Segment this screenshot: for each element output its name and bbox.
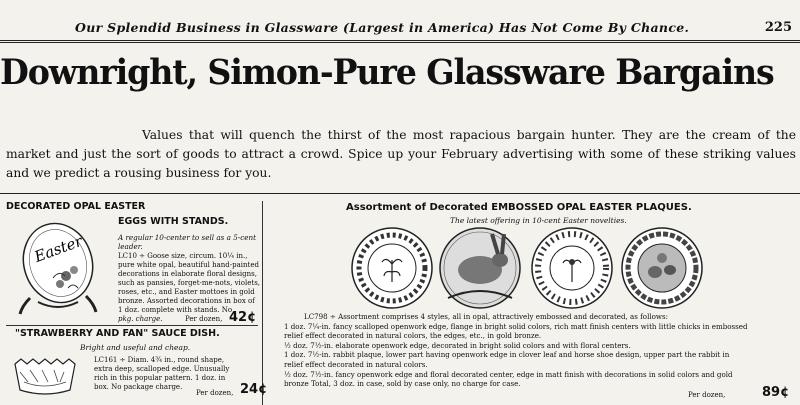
plaques-desc-line: relief effect decorated in natural colors, the edges, etc., in gold bronze.: [284, 331, 542, 341]
dish-per-dozen: Per dozen,: [196, 389, 234, 397]
page-number: 225: [764, 20, 792, 35]
dish-desc-line: box. No package charge.: [94, 383, 183, 391]
egg-desc-line: LC10 ÷ Goose size, circum. 10¼ in.,: [118, 252, 248, 260]
egg-desc-line: such as pansies, forget-me-nots, violets,: [118, 279, 261, 287]
section-rule: [0, 193, 800, 194]
plaques-description: [284, 312, 796, 389]
plaque-floral-openwork: [352, 228, 432, 308]
egg-desc-line: pure white opal, beautiful hand-painted: [118, 261, 259, 269]
egg-desc-line: 1 doz. complete with stands. No: [118, 306, 233, 314]
plaques-illustration: [340, 224, 720, 314]
egg-desc-line: roses, etc., and Easter mottoes in gold: [118, 288, 255, 296]
plaques-desc-line: ½ doz. 7½-in. fancy openwork edge and floral decorated center, edge in matt finish with decorations in solid colors and gold: [284, 369, 733, 379]
dish-desc-line: rich in this popular pattern. 1 doz. in: [94, 374, 226, 382]
column-divider: [262, 201, 263, 405]
plaques-desc-line: relief effect decorated in natural colors.: [284, 359, 428, 369]
egg-tagline-1: A regular 10-center to sell as a 5-cent: [118, 233, 256, 242]
egg-heading-1: DECORATED OPAL EASTER: [6, 201, 146, 212]
plaques-desc-line: LC798 ÷ Assortment comprises 4 styles, all in opal, attractively embossed and decorated, as follows:: [304, 312, 668, 321]
easter-egg-illustration: [8, 218, 118, 318]
intro-paragraph: [6, 126, 796, 183]
plaques-per-dozen: Per dozen,: [688, 391, 726, 399]
plaques-desc-line: bronze Total, 3 doz. in case, sold by case only, no charge for case.: [284, 379, 521, 389]
dish-tagline: Bright and useful and cheap.: [80, 343, 191, 352]
plaque-floral-lace: [532, 228, 612, 308]
running-head-bar: [0, 18, 800, 43]
plaques-desc-line: 1 doz. 7½-in. rabbit plaque, lower part having openwork edge in clover leaf and horse shoe design, upper part the rabbit in: [284, 350, 730, 360]
egg-desc-line: pkg. charge.: [118, 315, 163, 323]
plaques-desc-line: ½ doz. 7½-in. elaborate openwork edge, decorated in bright solid colors and with floral centers.: [284, 340, 631, 350]
intro-text: Values that will quench the thirst of the most rapacious bargain hunter. They are the cream of the market and just the sort of goods to attract a crowd. Spice up your February advertising with some of these striking values and we predict a rousing business for you.: [6, 128, 796, 180]
plaques-price: 89¢: [762, 385, 790, 400]
egg-price: 42¢: [229, 310, 257, 325]
egg-heading-2: EGGS WITH STANDS.: [118, 216, 229, 227]
dish-heading: "STRAWBERRY AND FAN" SAUCE DISH.: [15, 328, 220, 339]
plaque-rabbit: [440, 228, 520, 308]
dish-desc-line: LC161 ÷ Diam. 4¾ in., round shape,: [94, 356, 225, 364]
dish-rule: [6, 325, 258, 326]
dish-price: 24¢: [240, 382, 268, 397]
plaques-heading: Assortment of Decorated EMBOSSED OPAL EASTER PLAQUES.: [346, 202, 692, 213]
egg-tagline-2: leader.: [118, 242, 143, 251]
page-title: Downright, Simon-Pure Glassware Bargains: [0, 52, 774, 93]
plaques-desc-line: 1 doz. 7¼-in. fancy scalloped openwork edge, flange in bright solid colors, rich matt finish centers with little chicks in embossed: [284, 321, 748, 331]
sauce-dish-illustration: [10, 352, 80, 397]
plaque-chicks: [622, 228, 702, 308]
egg-per-dozen: Per dozen,: [185, 315, 223, 323]
egg-desc-line: bronze. Assorted decorations in box of: [118, 297, 255, 305]
running-head: Our Splendid Business in Glassware (Largest in America) Has Not Come By Chance.: [75, 20, 690, 35]
dish-desc-line: extra deep, scalloped edge. Unusually: [94, 365, 230, 373]
egg-motto: Easter: [31, 231, 85, 266]
egg-desc-line: decorations in elaborate floral designs,: [118, 270, 257, 278]
plaques-tagline: The latest offering in 10-cent Easter novelties.: [450, 216, 627, 225]
